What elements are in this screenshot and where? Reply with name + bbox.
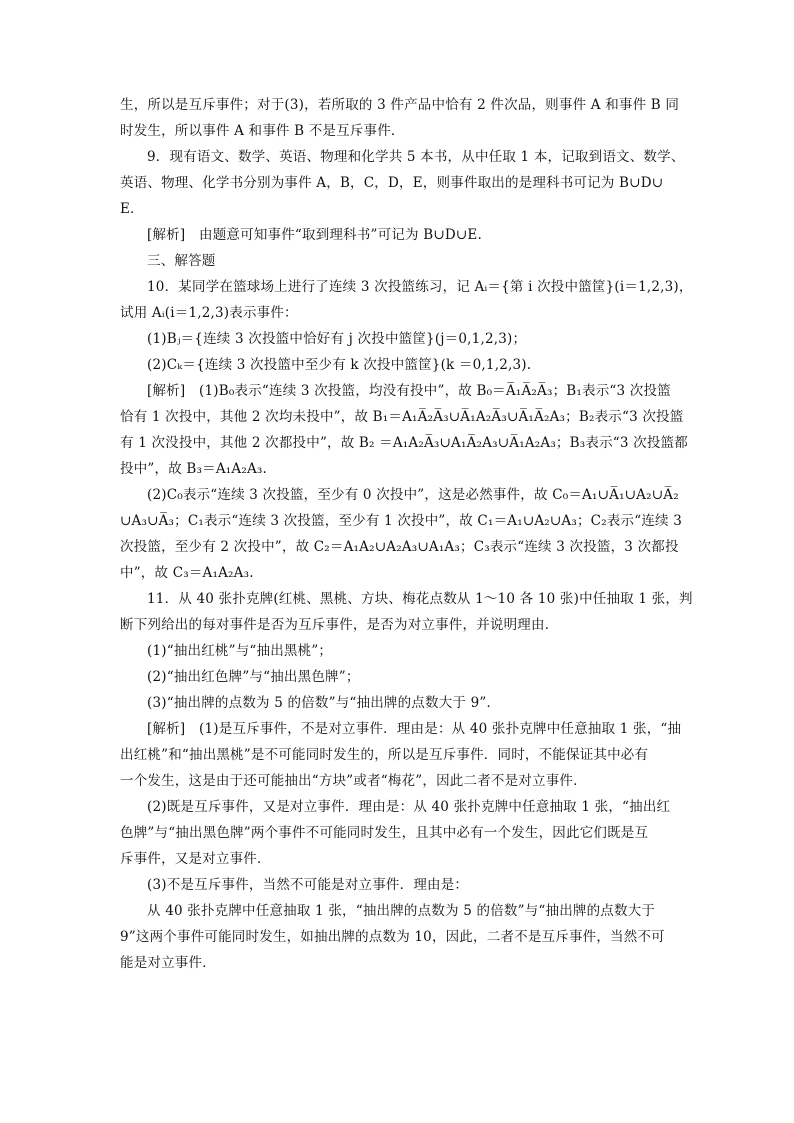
text-line: 断下列给出的每对事件是否为互斥事件，是否为对立事件，并说明理由． [120, 617, 559, 633]
text-line: 10．某同学在篮球场上进行了连续 3 次投篮练习，记 Aᵢ＝{第 i 次投中篮筐}(i＝1,2,3)， [147, 279, 693, 295]
text-line: (2)“抽出红色牌”与“抽出黑色牌”； [147, 669, 360, 685]
document-body [120, 92, 693, 976]
text-line: 一个发生，这是由于还可能抽出“方块”或者“梅花”，因此二者不是对立事件． [120, 773, 587, 789]
text-line: 能是对立事件． [120, 955, 216, 971]
text-line: (1)“抽出红桃”与“抽出黑桃”； [147, 643, 333, 659]
text-line: 英语、物理、化学书分别为事件 A，B，C，D，E，则事件取出的是理科书可记为 B∪D∪ [120, 175, 664, 191]
text-line: 斥事件，又是对立事件． [120, 851, 271, 867]
text-line: 9．现有语文、数学、英语、物理和化学共 5 本书，从中任取 1 本，记取到语文、数学、 [147, 149, 685, 165]
text-line: (3)“抽出牌的点数为 5 的倍数”与“抽出牌的点数大于 9”． [147, 695, 501, 711]
text-line: [解析] (1)B₀表示“连续 3 次投篮，均没有投中”，故 B₀＝A̅₁A̅₂A̅₃；B₁表示“3 次投篮 [147, 383, 671, 399]
text-line: 投中”，故 B₃＝A₁A₂A₃. [120, 461, 267, 477]
text-line: 色牌”与“抽出黑色牌”两个事件不可能同时发生，且其中必有一个发生，因此它们既是互 [120, 825, 649, 841]
text-line: 中”，故 C₃＝A₁A₂A₃. [120, 565, 254, 581]
text-line: 时发生，所以事件 A 和事件 B 不是互斥事件． [120, 123, 405, 139]
text-line: 恰有 1 次投中，其他 2 次均未投中”，故 B₁＝A₁A̅₂A̅₃∪A̅₁A₂A̅₃∪A̅₁A̅₂A₃；B₂表示“3 次投篮 [120, 409, 684, 425]
text-line: (2)Cₖ＝{连续 3 次投篮中至少有 k 次投中篮筐}(k ＝0,1,2,3). [147, 357, 532, 373]
text-line: (1)Bⱼ＝{连续 3 次投篮中恰好有 j 次投中篮筐}(j＝0,1,2,3)； [147, 331, 527, 347]
text-line: (3)不是互斥事件，当然不可能是对立事件．理由是： [147, 877, 469, 893]
text-line: 从 40 张扑克牌中任意抽取 1 张，“抽出牌的点数为 5 的倍数”与“抽出牌的点数大于 [147, 903, 656, 919]
text-line: 生，所以是互斥事件；对于(3)，若所取的 3 件产品中恰有 2 件次品，则事件 A 和事件 B 同 [120, 97, 680, 113]
text-line: 有 1 次没投中，其他 2 次都投中”，故 B₂ ＝A₁A₂A̅₃∪A₁A̅₂A₃∪A̅₁A₂A₃；B₃表示“3 次投篮都 [120, 435, 688, 451]
text-line: 次投篮，至少有 2 次投中”，故 C₂＝A₁A₂∪A₂A₃∪A₁A₃；C₃表示“连续 3 次投篮，3 次都投 [120, 539, 679, 555]
text-line: (2)既是互斥事件，又是对立事件．理由是：从 40 张扑克牌中任意抽取 1 张，“抽出红 [147, 799, 671, 815]
text-line: 9”这两个事件可能同时发生，如抽出牌的点数为 10，因此，二者不是互斥事件，当然不可 [120, 929, 665, 945]
text-line: 11．从 40 张扑克牌(红桃、黑桃、方块、梅花点数从 1～10 各 10 张)中任抽取 1 张，判 [147, 591, 693, 607]
text-line: (2)C₀表示“连续 3 次投篮，至少有 0 次投中”，这是必然事件，故 C₀＝A₁∪A̅₁∪A₂∪A̅₂ [147, 487, 679, 503]
text-line: 三、解答题 [147, 253, 216, 269]
text-line: ∪A₃∪A̅₃；C₁表示“连续 3 次投篮，至少有 1 次投中”，故 C₁＝A₁∪A₂∪A₃；C₂表示“连续 3 [120, 513, 682, 529]
text-line: 试用 Aᵢ(i＝1,2,3)表示事件： [120, 305, 298, 321]
text-line: 出红桃”和“抽出黑桃”是不可能同时发生的，所以是互斥事件．同时，不能保证其中必有 [120, 747, 649, 763]
text-line: [解析] (1)是互斥事件，不是对立事件．理由是：从 40 张扑克牌中任意抽取 1 张，“抽 [147, 721, 682, 737]
text-line: [解析] 由题意可知事件“取到理科书”可记为 B∪D∪E. [147, 227, 482, 243]
text-line: E． [120, 201, 144, 217]
